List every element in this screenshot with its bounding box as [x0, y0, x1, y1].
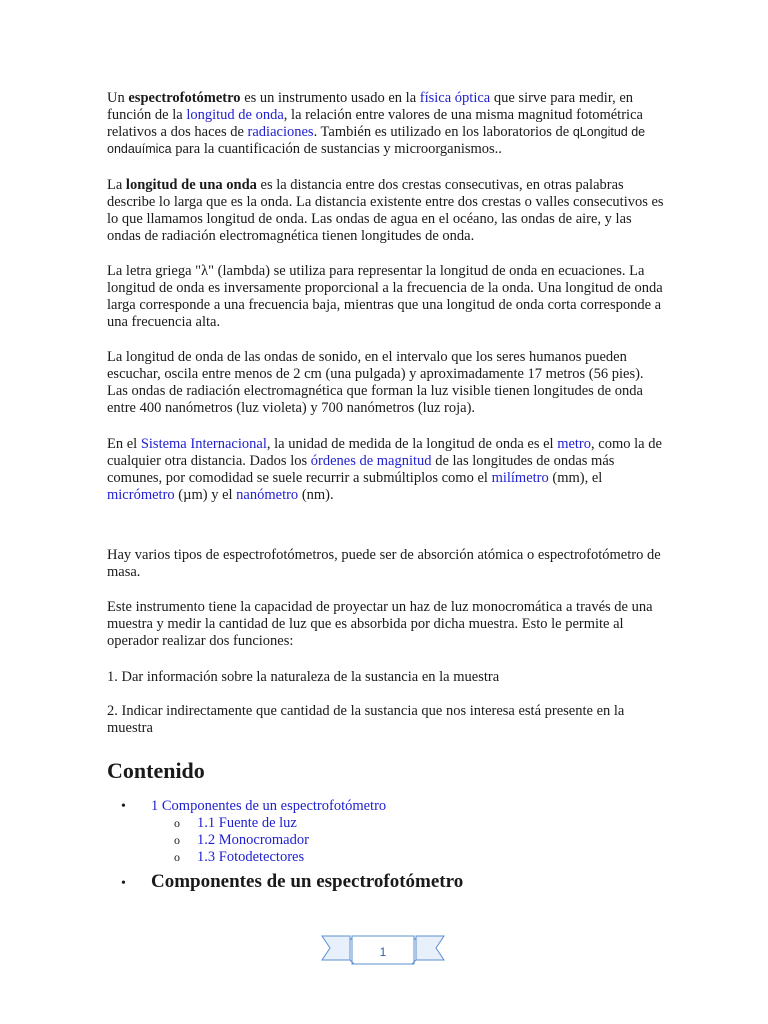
- page-number: 1: [379, 945, 387, 959]
- paragraph-si-units: [107, 436, 667, 504]
- page-number-ribbon: [320, 930, 446, 970]
- bullet-icon: •: [121, 799, 126, 814]
- paragraph-lambda: La letra griega "λ" (lambda) se utiliza para representar la longitud de onda en ecuaciones. La longitud de onda es inversamente proporcional a la frecuencia de la onda. Una longitud de onda larga corresponde a una frecuencia baja, mientras que una longitud de onda corta corresponde a una frecuencia alta.: [107, 263, 663, 330]
- bold-term: longitud de una onda: [125, 177, 257, 193]
- text-run-sans: qLongitud de ondauímica: [107, 125, 646, 156]
- paragraph-function-1: 1. Dar información sobre la naturaleza de la sustancia en la muestra: [107, 669, 500, 685]
- table-of-contents: [107, 798, 667, 866]
- text-run: (mm), el: [548, 470, 603, 486]
- bullet-icon: •: [121, 876, 126, 891]
- toc-sublist: [107, 815, 667, 866]
- link-longitud-de-onda[interactable]: longitud de onda: [186, 107, 284, 123]
- text-run: En el: [107, 436, 141, 452]
- link-fisica-optica[interactable]: física óptica: [419, 90, 491, 106]
- text-run: es la distancia entre dos crestas consecutivas, en otras palabras describe lo larga que es la onda. La distancia existente entre dos crestas o valles consecutivos es lo que llamamos longitud de onda. Las ondas de agua en el océano, las ondas de aire, y las ondas de radiación electromagnética tienen longitudes de onda.: [107, 177, 664, 244]
- bold-term: espectrofotómetro: [128, 90, 241, 106]
- toc-link-monocromador[interactable]: 1.2 Monocromador: [197, 832, 309, 848]
- text-run: (µm) y el: [174, 487, 237, 503]
- paragraph-capability: Este instrumento tiene la capacidad de proyectar un haz de luz monocromática a través de una muestra y medir la cantidad de luz que es absorbida por dicha muestra. Esto le permite al operador realizar dos funciones:: [107, 599, 653, 649]
- paragraph-function-2: 2. Indicar indirectamente que cantidad de la sustancia que nos interesa está presente en la muestra: [107, 703, 625, 736]
- circle-bullet-icon: o: [174, 850, 180, 864]
- text-run: para la cuantificación de sustancias y microorganismos..: [171, 141, 502, 157]
- text-run: de las longitudes de ondas más comunes, por comodidad se suele recurrir a submúltiplos como el: [107, 453, 615, 486]
- circle-bullet-icon: o: [174, 833, 180, 847]
- text-run: , como la de cualquier otra distancia. Dados los: [107, 436, 662, 469]
- link-milimetro[interactable]: milímetro: [491, 470, 549, 486]
- paragraph-types: Hay varios tipos de espectrofotómetros, puede ser de absorción atómica o espectrofotómetro de masa.: [107, 547, 661, 580]
- toc-link-fotodetectores[interactable]: 1.3 Fotodetectores: [197, 849, 305, 865]
- link-metro[interactable]: metro: [557, 436, 592, 452]
- link-nanometro[interactable]: nanómetro: [236, 487, 299, 503]
- paragraph-sound-waves: La longitud de onda de las ondas de sonido, en el intervalo que los seres humanos pueden escuchar, oscila entre menos de 2 cm (una pulgada) y aproximadamente 17 metros (56 pies). Las ondas de radiación electromagnética que forman la luz visible tienen longitudes de onda entre 400 nanómetros (luz violeta) y 700 nanómetros (luz roja).: [107, 349, 644, 416]
- link-radiaciones[interactable]: radiaciones: [247, 124, 314, 140]
- link-micrometro[interactable]: micrómetro: [107, 487, 175, 503]
- toc-subitem: [107, 849, 667, 866]
- paragraph-intro: [107, 90, 667, 158]
- text-run: es un instrumento usado en la: [240, 90, 420, 106]
- toc-subitem: [107, 815, 667, 832]
- toc-subitem: [107, 832, 667, 849]
- text-run: , la unidad de medida de la longitud de onda es el: [266, 436, 558, 452]
- toc-subitems: [107, 815, 667, 866]
- section-heading: Componentes de un espectrofotómetro: [151, 871, 464, 892]
- toc-item: [107, 798, 667, 815]
- text-run: , la relación entre valores de una misma magnitud fotométrica relativos a dos haces de: [107, 107, 643, 140]
- text-run: La: [107, 177, 126, 193]
- toc-link-componentes[interactable]: 1 Componentes de un espectrofotómetro: [151, 798, 387, 814]
- text-run: . También es utilizado en los laboratorios de: [313, 124, 573, 140]
- circle-bullet-icon: o: [174, 816, 180, 830]
- contents-heading: Contenido: [107, 758, 205, 783]
- toc-link-fuente-de-luz[interactable]: 1.1 Fuente de luz: [197, 815, 297, 831]
- text-run: (nm).: [298, 487, 334, 503]
- link-ordenes-de-magnitud[interactable]: órdenes de magnitud: [310, 453, 432, 469]
- text-run: que sirve para medir, en función de la: [107, 90, 633, 123]
- paragraph-wavelength-definition: [107, 177, 667, 245]
- text-run: Un: [107, 90, 129, 106]
- link-sistema-internacional[interactable]: Sistema Internacional: [140, 436, 267, 452]
